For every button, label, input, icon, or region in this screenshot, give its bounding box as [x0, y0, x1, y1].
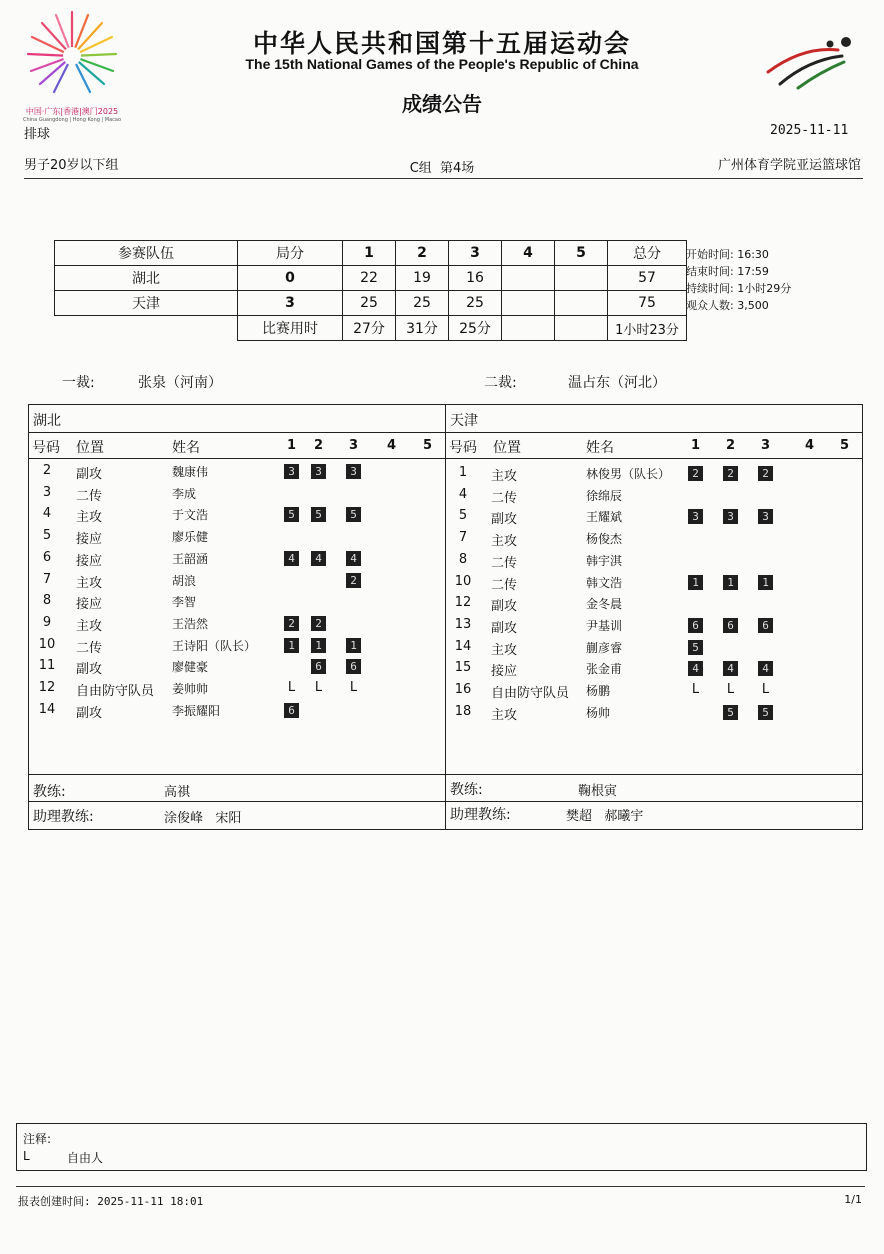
starting-position-box: 6: [311, 659, 326, 674]
set-duration: [555, 316, 608, 341]
player-name: 林俊男（队长）: [586, 467, 671, 481]
player-position: 主攻: [76, 510, 103, 526]
starting-position-box: 2: [723, 466, 738, 481]
player-position: 自由防守队员: [76, 684, 155, 699]
libero-mark: L: [761, 682, 770, 697]
player-number: 12: [454, 595, 472, 611]
player-position: 二传: [491, 490, 518, 506]
info-end: [686, 263, 791, 280]
players-rule: [28, 774, 863, 775]
player-name: 王浩然: [172, 616, 209, 631]
sets-won: 0: [238, 266, 343, 291]
info-label: 持续时间:: [686, 282, 734, 295]
head-sets-won: 局分: [238, 241, 343, 266]
second-referee: 温占东（河北）: [568, 375, 666, 391]
player-position: 主攻: [491, 642, 518, 658]
player-name: 李振耀阳: [172, 703, 221, 718]
set-score: 16: [449, 266, 502, 291]
sets-won: 3: [238, 291, 343, 316]
starting-position-box: 3: [758, 509, 773, 524]
player-number: 1: [458, 465, 468, 480]
starting-position-box: 6: [758, 618, 773, 633]
set-duration: [502, 316, 555, 341]
match-info: [686, 246, 791, 314]
player-name: 杨俊杰: [586, 532, 623, 547]
head-set-3: 3: [449, 241, 502, 266]
player-position: 二传: [76, 488, 103, 504]
player-position: 自由防守队员: [491, 686, 570, 701]
player-number: 18: [454, 703, 472, 719]
player-name: 李智: [172, 595, 197, 610]
info-label: 开始时间:: [686, 248, 734, 261]
set-score: 19: [396, 266, 449, 291]
team-name-rule: [28, 432, 863, 433]
player-name: 金冬晨: [586, 597, 623, 612]
flower-logo-icon: [22, 6, 122, 98]
starting-position-box: 5: [723, 705, 738, 720]
col-set-2: 2: [313, 438, 324, 453]
set-score: [502, 266, 555, 291]
col-number: 号码: [449, 440, 477, 456]
player-name: 张金甫: [586, 662, 623, 677]
set-score: [555, 266, 608, 291]
starting-position-box: 4: [311, 551, 326, 566]
score-head-row: [55, 241, 687, 266]
score-table: [54, 240, 687, 341]
left-coach: 高祺: [164, 785, 191, 800]
set-score: [502, 291, 555, 316]
player-number: 5: [458, 508, 468, 524]
col-number: 号码: [32, 440, 60, 456]
player-number: 4: [42, 506, 52, 522]
info-label: 结束时间:: [686, 265, 734, 278]
volleyball-player-icon: [758, 32, 860, 92]
info-value: 1小时29分: [737, 282, 792, 295]
player-position: 副攻: [76, 705, 103, 721]
starting-position-box: 2: [346, 573, 361, 588]
col-name: 姓名: [586, 440, 614, 456]
info-start: [686, 246, 791, 263]
player-name: 韩文浩: [586, 575, 623, 590]
head-set-5: 5: [555, 241, 608, 266]
player-name: 王耀斌: [586, 510, 623, 525]
libero-mark: L: [726, 682, 735, 697]
header-divider: [24, 178, 863, 179]
starting-position-box: 6: [723, 618, 738, 633]
starting-position-box: 4: [688, 661, 703, 676]
left-assistant-label: 助理教练:: [33, 809, 94, 825]
right-assistant-label: 助理教练:: [450, 807, 511, 823]
col-set-5: 5: [839, 438, 850, 453]
player-name: 尹基训: [586, 618, 623, 633]
player-name: 魏康伟: [172, 465, 209, 479]
right-coach-label: 教练:: [450, 782, 483, 798]
games-emblem: [758, 32, 860, 92]
player-number: 3: [42, 484, 52, 500]
info-label: 观众人数:: [686, 299, 734, 312]
document-title: 成绩公告: [402, 92, 482, 116]
right-team-name: 天津: [450, 413, 478, 429]
starting-position-box: 5: [311, 507, 326, 522]
starting-position-box: 6: [346, 659, 361, 674]
head-total: 总分: [608, 241, 687, 266]
team-name: 湖北: [55, 266, 238, 291]
player-number: 7: [42, 571, 52, 587]
team-name: 天津: [55, 291, 238, 316]
player-name: 韩宇淇: [586, 553, 623, 568]
player-name: 廖乐健: [172, 530, 209, 545]
head-set-2: 2: [396, 241, 449, 266]
player-number: 9: [42, 614, 52, 630]
libero-mark: L: [349, 680, 358, 695]
logo-subtext: China Guangdong | Hong Kong | Macao: [22, 117, 122, 123]
score-row-team-1: [55, 266, 687, 291]
total-points: 75: [608, 291, 687, 316]
total-points: 57: [608, 266, 687, 291]
player-name: 杨鹏: [586, 684, 611, 698]
player-number: 15: [454, 660, 472, 676]
col-set-1: 1: [690, 438, 701, 453]
coach-rule: [28, 801, 863, 802]
col-set-3: 3: [760, 438, 771, 453]
games-logo: [22, 6, 122, 123]
duration-label: 比赛用时: [238, 316, 343, 341]
player-position: 二传: [491, 577, 518, 593]
col-set-4: 4: [386, 438, 397, 453]
col-position: 位置: [76, 440, 104, 456]
player-number: 16: [454, 682, 472, 697]
starting-position-box: 6: [688, 618, 703, 633]
starting-position-box: 4: [723, 661, 738, 676]
first-referee-label: 一裁:: [62, 375, 95, 391]
info-duration: [686, 280, 791, 297]
player-number: 8: [458, 551, 468, 567]
libero-mark: L: [314, 680, 323, 695]
set-duration: 25分: [449, 316, 502, 341]
player-number: 14: [454, 638, 472, 654]
games-title-en: The 15th National Games of the People's Republic of China: [245, 56, 639, 72]
starting-position-box: 3: [723, 509, 738, 524]
player-position: 副攻: [76, 662, 103, 678]
notes-label: 注释:: [23, 1132, 52, 1146]
starting-position-box: 4: [284, 551, 299, 566]
player-position: 副攻: [491, 512, 518, 528]
left-coach-label: 教练:: [33, 784, 66, 800]
col-position: 位置: [493, 440, 521, 456]
starting-position-box: 5: [284, 507, 299, 522]
player-position: 主攻: [76, 575, 103, 591]
player-number: 4: [458, 486, 468, 502]
starting-position-box: 1: [758, 575, 773, 590]
player-name: 王诗阳（队长）: [172, 638, 257, 653]
libero-mark: L: [287, 680, 296, 695]
venue: 广州体育学院亚运篮球馆: [717, 158, 861, 173]
player-number: 5: [42, 528, 52, 544]
footer-divider: [16, 1186, 865, 1187]
starting-position-box: 2: [311, 616, 326, 631]
head-team: 参赛队伍: [55, 241, 238, 266]
player-name: 廖健豪: [172, 660, 209, 675]
set-score: 25: [449, 291, 502, 316]
starting-position-box: 5: [346, 507, 361, 522]
player-position: 主攻: [491, 707, 518, 723]
notes-box: [16, 1123, 867, 1171]
match-group: C组 第4场: [409, 161, 475, 176]
sport-name: 排球: [24, 127, 51, 142]
starting-position-box: 5: [688, 640, 703, 655]
age-category: 男子20岁以下组: [24, 158, 119, 173]
starting-position-box: 1: [346, 638, 361, 653]
player-position: 接应: [491, 664, 518, 680]
starting-position-box: 3: [311, 464, 326, 479]
starting-position-box: 4: [758, 661, 773, 676]
first-referee: 张泉（河南）: [138, 375, 222, 391]
starting-position-box: 1: [311, 638, 326, 653]
col-set-4: 4: [804, 438, 815, 453]
left-assistant: 涂俊峰 宋阳: [164, 811, 242, 826]
starting-position-box: 2: [688, 466, 703, 481]
info-attendance: [686, 297, 791, 314]
notes-code: L: [23, 1149, 30, 1163]
player-position: 副攻: [491, 599, 518, 615]
games-title-cn: 中华人民共和国第十五届运动会: [252, 29, 631, 58]
player-position: 副攻: [76, 467, 103, 482]
second-referee-label: 二裁:: [484, 375, 517, 391]
player-name: 徐绵辰: [586, 488, 623, 503]
total-duration: 1小时23分: [608, 316, 687, 341]
starting-position-box: 1: [284, 638, 299, 653]
player-number: 11: [38, 658, 56, 674]
col-set-3: 3: [348, 438, 359, 453]
player-name: 王韶涵: [172, 551, 209, 566]
match-date: 2025-11-11: [770, 123, 849, 138]
player-number: 2: [42, 463, 52, 478]
notes-meaning: 自由人: [67, 1151, 104, 1165]
player-position: 接应: [76, 597, 103, 613]
starting-position-box: 2: [758, 466, 773, 481]
player-name: 李成: [172, 486, 197, 501]
player-number: 13: [454, 616, 472, 632]
set-score: 25: [396, 291, 449, 316]
info-value: 16:30: [737, 248, 769, 261]
player-name: 姜帅帅: [172, 682, 209, 696]
starting-position-box: 3: [284, 464, 299, 479]
libero-mark: L: [691, 682, 700, 697]
player-position: 主攻: [491, 469, 518, 484]
col-set-5: 5: [422, 438, 433, 453]
player-position: 接应: [76, 553, 103, 569]
player-number: 8: [42, 593, 52, 609]
player-name: 胡浪: [172, 573, 197, 588]
set-score: 22: [343, 266, 396, 291]
player-number: 10: [454, 573, 472, 589]
set-duration: 27分: [343, 316, 396, 341]
player-position: 副攻: [491, 620, 518, 636]
starting-position-box: 2: [284, 616, 299, 631]
player-name: 杨帅: [586, 705, 611, 720]
player-number: 6: [42, 549, 52, 565]
starting-position-box: 1: [723, 575, 738, 590]
player-position: 二传: [491, 555, 518, 571]
starting-position-box: 3: [688, 509, 703, 524]
empty-cell: [55, 316, 238, 341]
starting-position-box: 6: [284, 703, 299, 718]
info-value: 3,500: [737, 299, 769, 312]
starting-position-box: 1: [688, 575, 703, 590]
duration-row: [55, 316, 687, 341]
score-row-team-2: [55, 291, 687, 316]
col-name: 姓名: [172, 440, 200, 456]
set-score: [555, 291, 608, 316]
head-set-1: 1: [343, 241, 396, 266]
right-coach: 鞠根寅: [578, 784, 618, 799]
player-number: 12: [38, 680, 56, 695]
logo-text: 中国·广东|香港|澳门2025: [25, 107, 119, 116]
player-name: 蒯彦睿: [586, 640, 623, 655]
right-assistant: 樊超 郝曦宇: [566, 809, 644, 824]
col-set-1: 1: [286, 438, 297, 453]
head-set-4: 4: [502, 241, 555, 266]
info-value: 17:59: [737, 265, 769, 278]
starting-position-box: 4: [346, 551, 361, 566]
set-duration: 31分: [396, 316, 449, 341]
report-created: 报表创建时间: 2025-11-11 18:01: [18, 1195, 204, 1208]
player-number: 10: [38, 636, 56, 652]
player-number: 14: [38, 701, 56, 717]
left-team-name: 湖北: [33, 413, 61, 429]
page-number: 1/1: [844, 1193, 862, 1206]
player-number: 7: [458, 530, 468, 546]
player-position: 主攻: [491, 534, 518, 550]
player-name: 于文浩: [172, 508, 209, 523]
player-position: 接应: [76, 532, 103, 548]
player-position: 二传: [76, 640, 103, 656]
set-score: 25: [343, 291, 396, 316]
starting-position-box: 3: [346, 464, 361, 479]
player-position: 主攻: [76, 618, 103, 634]
header-rule: [28, 458, 863, 459]
col-set-2: 2: [725, 438, 736, 453]
starting-position-box: 5: [758, 705, 773, 720]
